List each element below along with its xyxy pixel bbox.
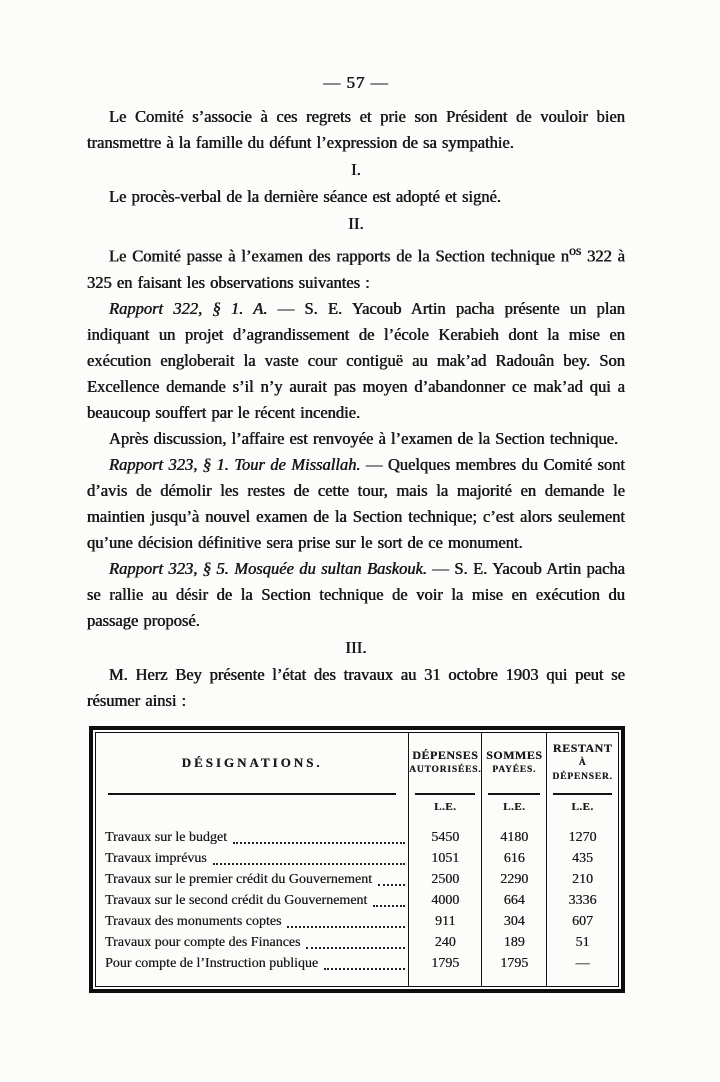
table-cell-value: 5450 — [431, 829, 460, 845]
table-cell-value: 304 — [503, 913, 525, 929]
section-heading-3: III. — [345, 637, 367, 657]
table-cell-value: 4180 — [500, 829, 529, 845]
sommes-body — [482, 827, 546, 974]
designations-body — [96, 827, 408, 974]
paragraph-rapport-322 — [87, 296, 625, 426]
table-row-label: Travaux sur le premier crédit du Gouvernement — [96, 869, 408, 890]
table-cell-value: 189 — [503, 934, 525, 950]
paragraph-rapports-intro — [87, 238, 625, 296]
depenses-body — [409, 827, 481, 974]
section-heading-2: II. — [348, 214, 364, 233]
unit-label: L.E. — [434, 800, 457, 813]
works-status-table — [89, 726, 625, 993]
rapport-323-5-title: Rapport 323, § 5. Mosquée du sultan Baskouk. — [109, 558, 427, 578]
unit-row-empty — [96, 795, 408, 819]
rapport-322-title: Rapport 322, § 1. A. — [109, 298, 268, 318]
rapport-323-1-body: — Quelques membres du Comité sont d’avis de démolir les restes de cette tour, mais la majorité en demande le maintien jusqu’à nouvel examen de la Section technique; c’est alors seulement qu’une décision définitive sera prise sur le sort de ce monument. — [87, 454, 625, 552]
table-cell-value: 51 — [575, 934, 590, 950]
table-cell-value: 210 — [572, 871, 594, 887]
paragraph-proces-verbal: Le procès-verbal de la dernière séance est adopté et signé. — [109, 187, 501, 206]
restant-body — [547, 827, 618, 974]
table-cell-value: — — [575, 955, 590, 971]
column-sommes-payees — [481, 733, 546, 986]
restant-header: RESTANT À DÉPENSER. — [552, 741, 613, 782]
table-cell-value: 2500 — [431, 871, 460, 887]
table-cell-value: 616 — [503, 850, 525, 866]
dot-leader — [213, 863, 405, 865]
sommes-header: SOMMES PAYÉES. — [486, 748, 543, 775]
table-row-label: Travaux pour compte des Finances — [96, 932, 408, 953]
rapport-323-1-title: Rapport 323, § 1. Tour de Missallah. — [109, 454, 361, 474]
table-row-label: Travaux des monuments coptes — [96, 911, 408, 932]
dot-leader — [306, 947, 405, 949]
depenses-header: DÉPENSES AUTORISÉES. — [409, 748, 482, 775]
designations-header-label: DÉSIGNATIONS. — [181, 754, 323, 770]
column-designations — [96, 733, 408, 986]
paragraph-rapport-323-5 — [87, 556, 625, 634]
rapports-intro-text: Le Comité passe à l’examen des rapports de la Section technique n — [109, 246, 570, 266]
numero-superscript: os — [569, 243, 582, 258]
table-cell-value: 1795 — [500, 955, 529, 971]
paragraph-apres-discussion: Après discussion, l’affaire est renvoyée à l’examen de la Section technique. — [109, 428, 619, 448]
dot-leader — [378, 884, 405, 886]
paragraph-rapport-323-1 — [87, 452, 625, 556]
dot-leader — [287, 926, 405, 928]
table-row-label: Travaux imprévus — [96, 848, 408, 869]
page-number: — 57 — — [323, 73, 389, 92]
unit-label: L.E. — [571, 800, 594, 813]
unit-label: L.E. — [503, 800, 526, 813]
column-restant-a-depenser — [546, 733, 618, 986]
paragraph-condolence: Le Comité s’associe à ces regrets et prie son Président de vouloir bien transmettre à la famille du défunt l’expression de sa sympathie. — [87, 107, 625, 152]
rapport-322-body: — S. E. Yacoub Artin pacha présente un plan indiquant un projet d’agrandissement de l’école Kerabieh dont la mise en exécution engloberait la vaste cour contiguë au mak’ad Radouân bey. Son Excellence demande s’il n’y aurait pas moyen d’abandonner ce mak’ad qui a beaucoup souffert par le récent incendie. — [87, 298, 625, 422]
section-heading-1: I. — [351, 160, 361, 179]
table-cell-value: 240 — [434, 934, 456, 950]
table-cell-value: 607 — [572, 913, 594, 929]
table-cell-value: 1795 — [431, 955, 460, 971]
table-cell-value: 911 — [435, 913, 456, 929]
rapports-intro-text-after: 322 à 325 en faisant les observations suivantes : — [87, 246, 626, 292]
works-status-table-frame — [95, 732, 619, 987]
table-cell-value: 1051 — [431, 850, 460, 866]
table-cell-value: 2290 — [500, 871, 529, 887]
designations-header — [96, 733, 408, 793]
table-cell-value: 664 — [503, 892, 525, 908]
table-row-label: Travaux sur le second crédit du Gouvernement — [96, 890, 408, 911]
table-cell-value: 4000 — [431, 892, 460, 908]
column-depenses-autorisees — [408, 733, 481, 986]
dot-leader — [373, 905, 405, 907]
table-row-label: Pour compte de l’Instruction publique — [96, 953, 408, 974]
table-row-label: Travaux sur le budget — [96, 827, 408, 848]
paragraph-herz-bey: M. Herz Bey présente l’état des travaux au 31 octobre 1903 qui peut se résumer ainsi : — [87, 664, 625, 710]
rapport-323-5-body: — S. E. Yacoub Artin pacha se rallie au désir de la Section technique de voir la mise en exécution du passage proposé. — [87, 558, 625, 630]
table-cell-value: 1270 — [568, 829, 597, 845]
table-cell-value: 3336 — [568, 892, 597, 908]
dot-leader — [324, 968, 405, 970]
table-cell-value: 435 — [572, 850, 594, 866]
dot-leader — [233, 842, 405, 844]
